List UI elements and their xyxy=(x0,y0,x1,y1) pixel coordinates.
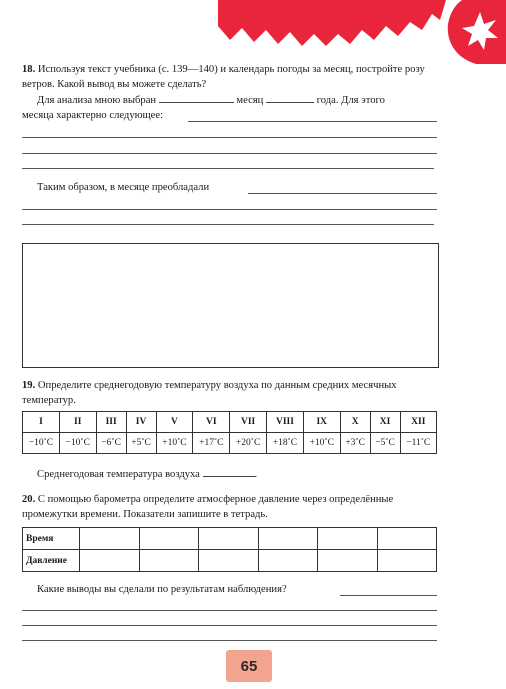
temperature-cell: −10˚С xyxy=(23,433,60,454)
month-cell: II xyxy=(59,412,96,433)
month-blank[interactable] xyxy=(159,92,234,103)
answer-line[interactable] xyxy=(22,610,437,611)
answer-line[interactable] xyxy=(22,168,434,169)
answer-line[interactable] xyxy=(22,153,437,154)
month-cell: III xyxy=(96,412,126,433)
pressure-cell[interactable] xyxy=(258,550,318,572)
temperature-cell: −6˚С xyxy=(96,433,126,454)
month-cell: VII xyxy=(230,412,267,433)
pressure-cell[interactable] xyxy=(377,550,437,572)
time-cell[interactable] xyxy=(377,528,437,550)
time-cell[interactable] xyxy=(80,528,140,550)
temperature-cell: +5˚С xyxy=(126,433,156,454)
pressure-cell[interactable] xyxy=(139,550,199,572)
task-18-characteristic-line: месяца характерно следующее: xyxy=(22,110,164,121)
time-cell[interactable] xyxy=(318,528,378,550)
temperature-cell: +10˚С xyxy=(303,433,340,454)
month-cell: IX xyxy=(303,412,340,433)
page-number: 65 xyxy=(226,650,272,682)
month-cell: XI xyxy=(370,412,400,433)
month-cell: I xyxy=(23,412,60,433)
task-20-question-line: Какие выводы вы сделали по результатам наблюдения? xyxy=(37,584,287,595)
row-header-time: Время xyxy=(23,528,80,550)
answer-line[interactable] xyxy=(22,640,437,641)
pressure-observation-table xyxy=(22,527,437,572)
wind-rose-drawing-area[interactable] xyxy=(22,243,439,368)
temperature-row xyxy=(23,433,437,454)
answer-line[interactable] xyxy=(22,224,434,225)
pressure-row xyxy=(23,550,437,572)
answer-line[interactable] xyxy=(340,595,437,596)
temperature-cell: −11˚С xyxy=(400,433,436,454)
task-20-number: 20. xyxy=(22,494,36,505)
month-cell: IV xyxy=(126,412,156,433)
task-19-number: 19. xyxy=(22,380,36,391)
task-19-text: Определите среднегодовую температуру воздуха по данным средних месячных температур. xyxy=(22,380,397,406)
month-header-row xyxy=(23,412,437,433)
year-blank[interactable] xyxy=(266,92,314,103)
task-18-text: Используя текст учебника (с. 139—140) и календарь погоды за месяц, постройте розу ветров. Какой вывод вы можете сделать? xyxy=(22,64,425,90)
temperature-cell: +3˚С xyxy=(340,433,370,454)
month-cell: VI xyxy=(193,412,230,433)
task-18-analysis-line: Для анализа мною выбран месяц года. Для этого xyxy=(37,92,385,108)
time-row xyxy=(23,528,437,550)
decorative-ribbon xyxy=(0,0,506,58)
month-cell: XII xyxy=(400,412,436,433)
pressure-cell[interactable] xyxy=(318,550,378,572)
temperature-cell: +17˚С xyxy=(193,433,230,454)
time-cell[interactable] xyxy=(199,528,259,550)
task-18-prompt xyxy=(22,62,442,92)
task-20-text: С помощью барометра определите атмосферное давление через определённые промежутки времени. Показатели запишите в тетрадь. xyxy=(22,494,394,520)
answer-line[interactable] xyxy=(188,121,437,122)
pressure-cell[interactable] xyxy=(80,550,140,572)
task-20-prompt xyxy=(22,492,442,522)
task-18-conclusion-line: Таким образом, в месяце преобладали xyxy=(37,182,210,193)
temperature-cell: +10˚С xyxy=(156,433,193,454)
temperature-cell: +20˚С xyxy=(230,433,267,454)
answer-line[interactable] xyxy=(22,137,437,138)
temperature-cell: −10˚С xyxy=(59,433,96,454)
temperature-cell: +18˚С xyxy=(267,433,304,454)
answer-line[interactable] xyxy=(22,625,437,626)
row-header-pressure: Давление xyxy=(23,550,80,572)
time-cell[interactable] xyxy=(258,528,318,550)
pressure-cell[interactable] xyxy=(199,550,259,572)
task-18-number: 18. xyxy=(22,64,36,75)
temperature-cell: −5˚С xyxy=(370,433,400,454)
month-cell: V xyxy=(156,412,193,433)
month-cell: VIII xyxy=(267,412,304,433)
annual-temperature-line: Среднегодовая температура воздуха . xyxy=(37,466,257,482)
answer-line[interactable] xyxy=(248,193,437,194)
month-cell: X xyxy=(340,412,370,433)
monthly-temperature-table xyxy=(22,411,437,454)
time-cell[interactable] xyxy=(139,528,199,550)
task-19-prompt xyxy=(22,378,442,408)
star-badge-icon xyxy=(442,0,506,64)
answer-line[interactable] xyxy=(22,209,437,210)
annual-temperature-blank[interactable] xyxy=(203,466,255,477)
